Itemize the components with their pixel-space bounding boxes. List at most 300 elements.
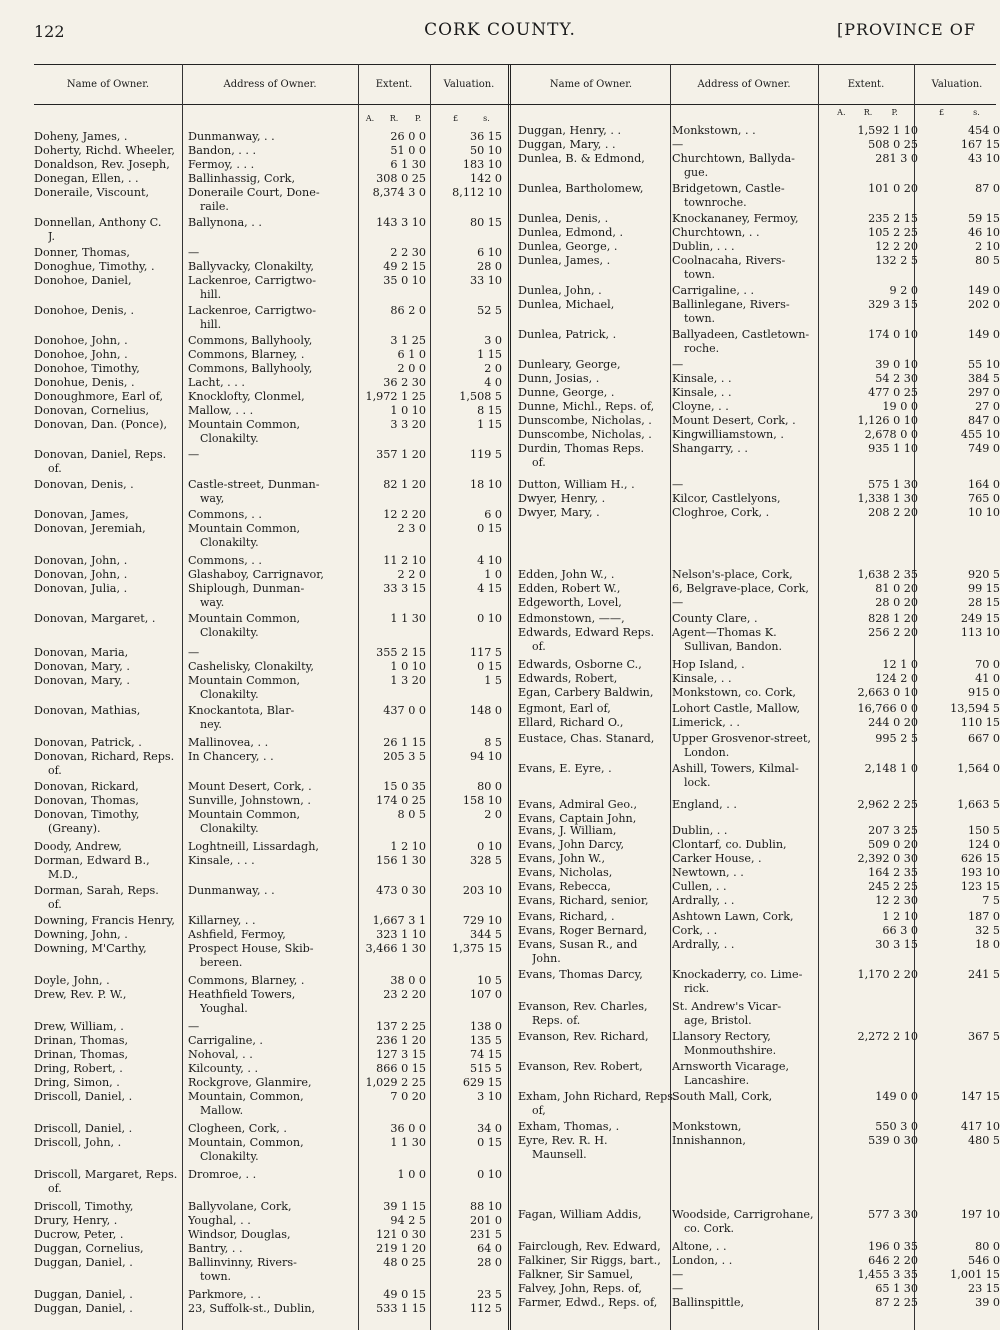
valuation-value: 33 10 [469,274,502,287]
table-row [0,914,510,928]
extent-value: 866 0 15 [376,1062,426,1075]
extent-value: 30 3 15 [875,938,918,951]
owner-name: Evans, Admiral Geo., [518,798,638,811]
valuation-value: 46 10 [967,226,1000,239]
extent-value: 508 0 25 [868,138,918,151]
owner-name: Duggan, Cornelius, [34,1242,144,1255]
owner-name: Donovan, Richard, Reps. [34,750,175,763]
owner-address: Knockaderry, co. Lime- [672,968,803,981]
table-row [0,418,510,432]
owner-address: Monkstown, [672,1120,742,1133]
owner-address: Commons, Blarney, . [188,974,305,987]
table-row [510,1268,1000,1282]
owner-name: of. [532,640,546,653]
table-row [510,880,1000,894]
valuation-value: 80 0 [477,780,502,793]
extent-value: 2,962 2 25 [857,798,918,811]
valuation-value: 193 10 [960,866,1000,879]
owner-name: of. [48,462,62,475]
extent-value: 101 0 20 [868,182,918,195]
table-row-continuation [0,1150,510,1164]
table-row-continuation [0,318,510,332]
owner-address: Clonakilty. [200,432,259,445]
owner-address: town. [684,312,716,325]
table-row [0,362,510,376]
valuation-value: 1 15 [477,418,502,431]
owner-name: Driscoll, John, . [34,1136,122,1149]
extent-value: 9 2 0 [889,284,918,297]
extent-value: 39 0 10 [875,358,918,371]
owner-name: Drinan, Thomas, [34,1048,129,1061]
owner-address: Nohoval, . . [188,1048,253,1061]
valuation-value: 112 5 [469,1302,502,1315]
extent-value: 1,667 3 1 [372,914,426,927]
extent-value: 86 2 0 [390,304,426,317]
extent-value: 208 2 20 [868,506,918,519]
owner-address: Sunville, Johnstown, . [188,794,311,807]
valuation-value: 148 0 [469,704,502,717]
owner-name: Dwyer, Mary, . [518,506,600,519]
table-row [510,1000,1000,1014]
valuation-value: 1,375 15 [452,942,502,955]
valuation-value: 297 0 [967,386,1000,399]
owner-address: roche. [684,342,720,355]
table-row [0,1122,510,1136]
table-row [510,582,1000,596]
table-row [0,1048,510,1062]
owner-name: Ellard, Richard O., [518,716,624,729]
table-row [0,554,510,568]
table-row [510,478,1000,492]
owner-name: Dring, Simon, . [34,1076,120,1089]
owner-name: Evans, Rebecca, [518,880,611,893]
extent-value: 3 3 20 [390,418,426,431]
table-row [0,750,510,764]
owner-address: Ballinspittle, [672,1296,745,1309]
owner-name: Donoughmore, Earl of, [34,390,163,403]
owner-name: Donohoe, John, . [34,348,128,361]
header-valuation: Valuation. [443,78,495,90]
valuation-value: 80 0 [975,1240,1000,1253]
unit-pounds: £ [452,114,459,123]
owner-address: Kilcor, Castlelyons, [672,492,781,505]
extent-value: 164 2 35 [868,866,918,879]
table-row [0,478,510,492]
owner-address: Mallinovea, . . [188,736,269,749]
owner-name: Donovan, Denis, . [34,478,134,491]
table-row-continuation [0,956,510,970]
extent-value: 1,170 2 20 [857,968,918,981]
owner-name: Driscoll, Timothy, [34,1200,134,1213]
owner-address: Fermoy, . . . [188,158,255,171]
owner-address: Bridgetown, Castle- [672,182,785,195]
owner-name: Donovan, Timothy, [34,808,140,821]
extent-value: 36 0 0 [390,1122,426,1135]
owner-name: Donohoe, Timothy, [34,362,140,375]
owner-name: of. [532,456,546,469]
table-row-continuation [510,166,1000,180]
table-row [510,824,1000,838]
valuation-value: 167 15 [960,138,1000,151]
owner-address: Ballinhassig, Cork, [188,172,296,185]
table-row [510,910,1000,924]
table-row [510,924,1000,938]
owner-name: Dunlea, B. & Edmond, [518,152,645,165]
owner-address: 23, Suffolk-st., Dublin, [188,1302,316,1315]
extent-value: 132 2 5 [875,254,918,267]
table-row-continuation [510,952,1000,966]
extent-value: 1 0 0 [397,1168,426,1181]
valuation-value: 1,001 15 [950,1268,1000,1281]
valuation-value: 367 5 [967,1030,1000,1043]
valuation-value: 1,663 5 [957,798,1000,811]
table-row [510,372,1000,386]
valuation-value: 80 15 [469,216,502,229]
owner-address: — [672,1268,684,1281]
extent-value: 16,766 0 0 [857,702,918,715]
valuation-value: 117 5 [469,646,502,659]
extent-value: 1,029 2 25 [365,1076,426,1089]
valuation-value: 4 15 [477,582,502,595]
owner-name: Evans, John Darcy, [518,838,625,851]
extent-value: 935 1 10 [868,442,918,455]
extent-value: 49 0 15 [383,1288,426,1301]
extent-value: 124 2 0 [875,672,918,685]
table-row [510,568,1000,582]
table-row [0,1076,510,1090]
table-row [0,928,510,942]
owner-address: Mountain, Common, [188,1136,304,1149]
owner-address: Mountain Common, [188,612,301,625]
owner-name: Donovan, John, . [34,554,128,567]
owner-address: Commons, Blarney, . [188,348,305,361]
owner-name: Donovan, Patrick, . [34,736,142,749]
owner-name: Eustace, Chas. Stanard, [518,732,655,745]
table-row [510,386,1000,400]
valuation-value: 384 5 [967,372,1000,385]
table-row [0,448,510,462]
owner-name: Maunsell. [532,1148,587,1161]
owner-address: Clonakilty. [200,1150,259,1163]
owner-name: Dunscombe, Nicholas, . [518,428,652,441]
valuation-value: 50 10 [469,144,502,157]
valuation-value: 87 0 [975,182,1000,195]
owner-name: Dunne, Michl., Reps. of, [518,400,655,413]
table-row-continuation [0,822,510,836]
extent-value: 156 1 30 [376,854,426,867]
valuation-value: 8 5 [484,736,502,749]
table-row-continuation [510,1222,1000,1236]
valuation-value: 515 5 [469,1062,502,1075]
valuation-value: 729 10 [462,914,502,927]
table-row [510,1282,1000,1296]
table-row [510,358,1000,372]
extent-value: 174 0 25 [376,794,426,807]
owner-address: way, [200,492,225,505]
valuation-value: 629 15 [462,1076,502,1089]
table-row [0,304,510,318]
owner-address: Mountain Common, [188,418,301,431]
table-row-continuation [0,492,510,506]
owner-name: Donovan, Jeremiah, [34,522,146,535]
owner-name: Fairclough, Rev. Edward, [518,1240,661,1253]
table-row [510,414,1000,428]
extent-value: 245 2 25 [868,880,918,893]
owner-name: Donovan, Mathias, [34,704,141,717]
extent-value: 355 2 15 [376,646,426,659]
owner-name: Evans, E. Eyre, . [518,762,612,775]
owner-name: Donovan, Maria, [34,646,129,659]
valuation-value: 107 0 [469,988,502,1001]
owner-name: (Greany). [48,822,101,835]
valuation-value: 124 0 [967,838,1000,851]
owner-name: Donovan, Mary, . [34,674,130,687]
owner-address: Dublin, . . . [672,240,735,253]
owner-address: Commons, Ballyhooly, [188,334,313,347]
table-row [510,968,1000,982]
owner-address: Cork, . . [672,924,718,937]
valuation-value: 3 10 [477,1090,502,1103]
extent-value: 2 2 0 [397,568,426,581]
owner-address: Cullen, . . [672,880,727,893]
owner-name: Egmont, Earl of, [518,702,611,715]
table-row-continuation [0,688,510,702]
valuation-value: 8,112 10 [452,186,502,199]
extent-value: 7 0 20 [390,1090,426,1103]
owner-address: hill. [200,318,222,331]
valuation-value: 59 15 [967,212,1000,225]
valuation-value: 135 5 [469,1034,502,1047]
owner-name: Doheny, James, . [34,130,128,143]
owner-name: Dorman, Sarah, Reps. [34,884,159,897]
valuation-value: 41 0 [975,672,1000,685]
table-row-continuation [0,868,510,882]
owner-name: Evans, Roger Bernard, [518,924,648,937]
extent-value: 143 3 10 [376,216,426,229]
unit-roods: R. [863,108,873,117]
table-row [510,716,1000,730]
table-row-continuation [0,764,510,778]
owner-name: Evans, Captain John, [518,812,637,825]
owner-address: Killarney, . . [188,914,256,927]
valuation-value: 74 15 [469,1048,502,1061]
extent-value: 236 1 20 [376,1034,426,1047]
valuation-value: 10 10 [967,506,1000,519]
table-row [510,938,1000,952]
owner-address: Nelson's-place, Cork, [672,568,793,581]
table-row [510,492,1000,506]
valuation-value: 64 0 [477,1242,502,1255]
table-row-continuation [510,1104,1000,1118]
owner-name: Dunlea, Michael, [518,298,615,311]
extent-value: 2,272 2 10 [857,1030,918,1043]
owner-address: Mountain, Common, [188,1090,304,1103]
owner-address: Dublin, . . [672,824,728,837]
valuation-value: 417 10 [960,1120,1000,1133]
owner-address: Shangarry, . . [672,442,748,455]
owner-address: Mount Desert, Cork, . [672,414,796,427]
table-row [0,1200,510,1214]
extent-value: 51 0 0 [390,144,426,157]
valuation-value: 765 0 [967,492,1000,505]
table-row-continuation [510,1148,1000,1162]
owner-address: Doneraile Court, Done- [188,186,320,199]
right-column [510,0,1000,1330]
valuation-value: 249 15 [960,612,1000,625]
owner-address: Ashill, Towers, Kilmal- [672,762,799,775]
owner-name: Dunlea, John, . [518,284,602,297]
owner-address: — [188,1020,200,1033]
table-row-continuation [510,1044,1000,1058]
table-row-continuation [0,1182,510,1196]
valuation-value: 626 15 [960,852,1000,865]
owner-name: Duggan, Daniel, . [34,1302,133,1315]
owner-address: Commons, . . [188,508,262,521]
owner-address: Coolnacaha, Rivers- [672,254,786,267]
extent-value: 2 3 0 [397,522,426,535]
valuation-value: 70 0 [975,658,1000,671]
owner-name: Doherty, Richd. Wheeler, [34,144,175,157]
extent-value: 1 3 20 [390,674,426,687]
valuation-value: 39 0 [975,1296,1000,1309]
table-row-continuation [0,230,510,244]
table-row [0,582,510,596]
unit-shillings: s. [483,114,490,123]
owner-address: Rockgrove, Glanmire, [188,1076,312,1089]
extent-value: 308 0 25 [376,172,426,185]
extent-value: 137 2 25 [376,1020,426,1033]
extent-value: 49 2 15 [383,260,426,273]
valuation-value: 28 15 [967,596,1000,609]
owner-address: Mount Desert, Cork, . [188,780,312,793]
owner-address: rick. [684,982,710,995]
owner-address: Altone, . . [672,1240,727,1253]
table-row-continuation [0,288,510,302]
owner-name: Dorman, Edward B., [34,854,150,867]
owner-name: Edwards, Robert, [518,672,618,685]
extent-value: 1 1 30 [390,1136,426,1149]
extent-value: 127 3 15 [376,1048,426,1061]
owner-name: Drew, Rev. P. W., [34,988,127,1001]
owner-name: Donovan, Cornelius, [34,404,150,417]
valuation-value: 6 10 [477,246,502,259]
extent-value: 256 2 20 [868,626,918,639]
owner-name: Donovan, Rickard, [34,780,139,793]
extent-value: 533 1 15 [376,1302,426,1315]
valuation-value: 164 0 [967,478,1000,491]
table-row-continuation [0,462,510,476]
extent-value: 2,392 0 30 [857,852,918,865]
table-row-continuation [510,746,1000,760]
owner-name: Falkner, Sir Samuel, [518,1268,634,1281]
table-row [510,1240,1000,1254]
owner-name: Duggan, Daniel, . [34,1288,133,1301]
table-row [510,894,1000,908]
valuation-value: 80 5 [975,254,1000,267]
table-row [0,522,510,536]
extent-value: 1,638 2 35 [857,568,918,581]
table-row-continuation [0,200,510,214]
extent-value: 323 1 10 [376,928,426,941]
table-row [510,838,1000,852]
valuation-value: 119 5 [469,448,502,461]
table-row [0,404,510,418]
valuation-value: 110 15 [960,716,1000,729]
owner-name: Dwyer, Henry, . [518,492,606,505]
table-row [0,840,510,854]
table-row [0,508,510,522]
owner-address: — [672,478,684,491]
owner-address: Knockananey, Fermoy, [672,212,799,225]
owner-name: Driscoll, Margaret, Reps. [34,1168,178,1181]
owner-address: — [672,1282,684,1295]
valuation-value: 18 10 [469,478,502,491]
valuation-value: 454 0 [967,124,1000,137]
valuation-value: 113 10 [960,626,1000,639]
extent-value: 12 2 20 [383,508,426,521]
owner-name: Dring, Robert, . [34,1062,123,1075]
extent-value: 437 0 0 [383,704,426,717]
owner-address: Commons, Ballyhooly, [188,362,313,375]
valuation-value: 34 0 [477,1122,502,1135]
extent-value: 12 1 0 [882,658,918,671]
owner-name: Evans, Richard, senior, [518,894,649,907]
owner-address: townroche. [684,196,747,209]
owner-address: In Chancery, . . [188,750,274,763]
owner-name: Doyle, John, . [34,974,110,987]
header-extent: Extent. [375,78,413,90]
owner-address: Churchtown, . . [672,226,760,239]
header-name: Name of Owner. [66,78,150,90]
table-row [0,674,510,688]
table-row [510,226,1000,240]
table-row [0,974,510,988]
table-row [510,240,1000,254]
extent-value: 12 2 30 [875,894,918,907]
owner-name: Evans, Richard, . [518,910,615,923]
owner-address: ney. [200,718,222,731]
header-address: Address of Owner. [697,78,791,90]
table-row [510,626,1000,640]
table-row-continuation [510,776,1000,790]
table-row-continuation [510,1014,1000,1028]
owner-address: Prospect House, Skib- [188,942,314,955]
extent-value: 1 0 10 [390,660,426,673]
table-row [0,260,510,274]
table-row [510,152,1000,166]
owner-address: Castle-street, Dunman- [188,478,320,491]
valuation-value: 920 5 [967,568,1000,581]
owner-address: Lohort Castle, Mallow, [672,702,801,715]
table-row [0,1034,510,1048]
extent-value: 3 1 25 [390,334,426,347]
table-row [510,1208,1000,1222]
valuation-value: 241 5 [967,968,1000,981]
valuation-value: 2 10 [975,240,1000,253]
owner-address: gue. [684,166,709,179]
valuation-value: 1,564 0 [957,762,1000,775]
owner-address: Kinsale, . . . [188,854,255,867]
owner-name: Evanson, Rev. Robert, [518,1060,643,1073]
valuation-value: 187 0 [967,910,1000,923]
table-row [0,1302,510,1316]
owner-address: Shiplough, Dunman- [188,582,305,595]
owner-name: Drew, William, . [34,1020,124,1033]
table-row [510,1090,1000,1104]
owner-address: — [188,448,200,461]
valuation-value: 1,508 5 [459,390,502,403]
owner-address: Ashfield, Fermoy, [188,928,286,941]
